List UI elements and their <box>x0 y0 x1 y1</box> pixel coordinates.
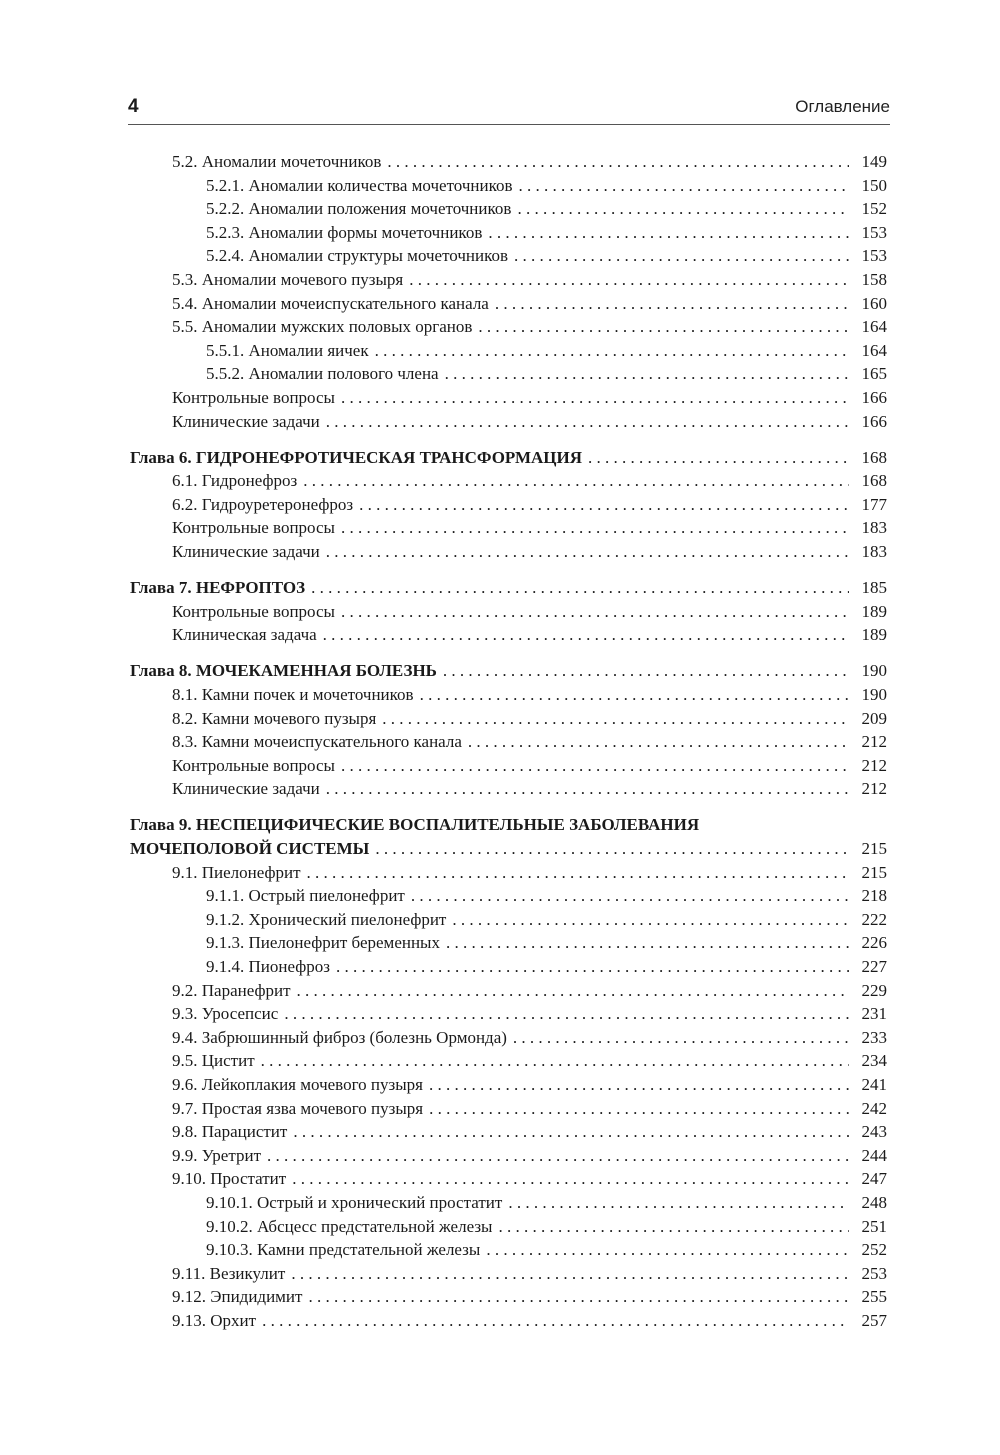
toc-entry-page: 165 <box>861 364 887 384</box>
toc-entry[interactable] <box>130 931 887 955</box>
toc-leader <box>382 707 849 731</box>
toc-entry-title: 9.2. Паранефрит <box>172 980 291 1000</box>
toc-leader <box>486 1238 849 1262</box>
toc-entry-page: 177 <box>861 494 887 514</box>
toc-entry-title: Клинические задачи <box>172 411 320 431</box>
toc-entry[interactable] <box>130 292 887 316</box>
toc-leader <box>443 659 849 683</box>
toc-entry-title: 5.2.2. Аномалии положения мочеточников <box>206 199 512 219</box>
toc-entry-title: 9.10.1. Острый и хронический простатит <box>206 1192 503 1212</box>
toc-entry-title: 9.6. Лейкоплакия мочевого пузыря <box>172 1074 423 1094</box>
toc-entry-title: 9.4. Забрюшинный фиброз (болезнь Ормонда) <box>172 1027 507 1047</box>
toc-entry-page: 183 <box>861 518 887 538</box>
toc-leader <box>517 197 849 221</box>
toc-entry[interactable] <box>130 979 887 1003</box>
toc-chapter-6[interactable] <box>130 446 887 470</box>
toc-entry[interactable] <box>130 315 887 339</box>
toc-entry-title: 6.2. Гидроуретеронефроз <box>172 494 354 514</box>
toc-entry-title: 5.5. Аномалии мужских половых органов <box>172 317 473 337</box>
toc-leader <box>446 931 849 955</box>
toc-entry-page: 229 <box>861 980 887 1000</box>
toc-entry-page: 189 <box>861 625 887 645</box>
toc-entry-title: Контрольные вопросы <box>172 518 335 538</box>
toc-entry-page: 248 <box>861 1192 887 1212</box>
toc-entry[interactable] <box>130 1191 887 1215</box>
toc-entry[interactable] <box>130 244 887 268</box>
toc-entry[interactable] <box>130 516 887 540</box>
toc-entry-title: Контрольные вопросы <box>172 755 335 775</box>
toc-leader <box>445 362 849 386</box>
toc-entry-page: 160 <box>861 293 887 313</box>
toc-entry-title: Клинические задачи <box>172 542 320 561</box>
toc-leader <box>375 837 849 861</box>
toc-entry-page: 158 <box>861 269 887 289</box>
toc-entry-title: 9.9. Уретрит <box>172 1145 262 1165</box>
toc-entry-title: Клинические задачи <box>172 779 320 799</box>
toc-leader <box>292 1167 849 1191</box>
toc-chapter-page: 190 <box>861 661 887 681</box>
toc-entry-title: 5.5.1. Аномалии яичек <box>206 340 369 360</box>
toc-entry-title: 5.2.3. Аномалии формы мочеточников <box>206 222 483 242</box>
toc-entry-title: 8.2. Камни мочевого пузыря <box>172 708 377 728</box>
toc-entry[interactable] <box>130 1262 887 1286</box>
toc-entry-page: 152 <box>861 199 887 219</box>
toc-entry-title: 9.12. Эпидидимит <box>172 1287 303 1307</box>
toc-entry[interactable] <box>130 908 887 932</box>
toc-entry-title: 8.1. Камни почек и мочеточников <box>172 684 414 704</box>
toc-leader <box>261 1049 849 1073</box>
toc-entry-title: 5.5.2. Аномалии полового члена <box>206 364 439 384</box>
toc-entry-page: 212 <box>861 779 887 799</box>
toc-entry-page: 247 <box>861 1169 887 1189</box>
toc-entry-page: 209 <box>861 708 887 728</box>
toc-entry-title: Контрольные вопросы <box>172 601 335 621</box>
toc-entry-page: 166 <box>861 387 887 407</box>
toc-leader <box>411 884 849 908</box>
toc-entry-title: 9.7. Простая язва мочевого пузыря <box>172 1098 424 1118</box>
toc-entry-page: 212 <box>861 732 887 752</box>
toc-entry[interactable] <box>130 730 887 754</box>
toc-entry-page: 252 <box>861 1240 887 1260</box>
table-of-contents <box>130 150 887 1333</box>
toc-entry[interactable] <box>130 1215 887 1239</box>
toc-chapter-title: Глава 6. ГИДРОНЕФРОТИЧЕСКАЯ ТРАНСФОРМАЦИЯ <box>130 447 583 467</box>
toc-chapter-title: Глава 7. НЕФРОПТОЗ <box>130 578 306 598</box>
toc-entry[interactable] <box>130 410 887 434</box>
toc-entry-title: 9.8. Парацистит <box>172 1122 288 1142</box>
toc-leader <box>495 292 849 316</box>
toc-chapter-page: 215 <box>861 839 887 859</box>
page-number: 4 <box>128 96 139 117</box>
toc-entry[interactable] <box>130 1167 887 1191</box>
toc-leader <box>326 540 849 564</box>
toc-entry-page: 153 <box>861 222 887 242</box>
toc-entry-page: 183 <box>861 542 887 561</box>
toc-entry-title: 9.1. Пиелонефрит <box>172 862 301 882</box>
toc-entry-page: 231 <box>861 1004 887 1024</box>
toc-leader <box>336 955 849 979</box>
toc-entry[interactable] <box>130 623 887 647</box>
toc-leader <box>508 1191 849 1215</box>
toc-leader <box>303 469 849 493</box>
toc-entry-page: 215 <box>861 862 887 882</box>
toc-chapter-page: 168 <box>861 447 887 467</box>
toc-leader <box>359 493 849 517</box>
toc-entry-title: 8.3. Камни мочеиспускательного канала <box>172 732 462 752</box>
toc-entry-page: 164 <box>861 317 887 337</box>
toc-entry-title: 6.1. Гидронефроз <box>172 471 298 491</box>
running-title: Оглавление <box>795 97 890 116</box>
toc-leader <box>308 1285 849 1309</box>
toc-leader <box>519 174 849 198</box>
toc-entry-title: Клиническая задача <box>172 625 317 645</box>
toc-entry[interactable] <box>130 683 887 707</box>
toc-leader <box>514 244 849 268</box>
toc-chapter-title: Глава 8. МОЧЕКАМЕННАЯ БОЛЕЗНЬ <box>130 661 437 681</box>
toc-leader <box>262 1309 849 1333</box>
toc-entry-title: 9.3. Уросепсис <box>172 1004 279 1024</box>
toc-leader <box>311 576 849 600</box>
toc-entry-page: 242 <box>861 1098 887 1118</box>
toc-entry-title: 5.2. Аномалии мочеточников <box>172 152 382 171</box>
toc-entry[interactable] <box>130 1309 887 1333</box>
toc-entry[interactable] <box>130 221 887 245</box>
toc-leader <box>326 777 849 801</box>
toc-entry[interactable] <box>130 861 887 885</box>
toc-leader <box>488 221 849 245</box>
toc-leader <box>429 1097 849 1121</box>
toc-chapter-9-title-line1: Глава 9. НЕСПЕЦИФИЧЕСКИЕ ВОСПАЛИТЕЛЬНЫЕ ЗАБОЛЕВАНИЯ <box>130 815 700 835</box>
toc-leader <box>498 1215 849 1239</box>
toc-entry[interactable] <box>130 469 887 493</box>
toc-leader <box>267 1144 849 1168</box>
toc-entry[interactable] <box>130 1238 887 1262</box>
toc-entry-title: 5.3. Аномалии мочевого пузыря <box>172 269 404 289</box>
toc-entry[interactable] <box>130 362 887 386</box>
toc-entry-title: 9.1.4. Пионефроз <box>206 957 330 976</box>
toc-entry-page: 234 <box>861 1051 887 1071</box>
toc-entry-page: 251 <box>861 1216 887 1236</box>
toc-entry-title: 9.10.2. Абсцесс предстательной железы <box>206 1216 493 1236</box>
toc-entry-title: 9.13. Орхит <box>172 1310 257 1330</box>
toc-chapter-8[interactable] <box>130 659 887 683</box>
toc-entry-page: 166 <box>861 411 887 431</box>
toc-entry-title: 5.2.4. Аномалии структуры мочеточников <box>206 246 509 266</box>
toc-leader <box>291 1262 849 1286</box>
toc-leader <box>387 150 849 174</box>
toc-entry-title: 9.5. Цистит <box>172 1051 255 1071</box>
toc-leader <box>323 623 849 647</box>
toc-entry-page: 227 <box>861 957 887 976</box>
toc-entry-page: 189 <box>861 601 887 621</box>
toc-entry[interactable] <box>130 1002 887 1026</box>
toc-entry-page: 244 <box>861 1145 887 1165</box>
toc-entry[interactable] <box>130 707 887 731</box>
toc-entry[interactable] <box>130 955 887 979</box>
toc-entry[interactable] <box>130 197 887 221</box>
toc-leader <box>375 339 849 363</box>
toc-entry[interactable] <box>130 540 887 564</box>
toc-leader <box>513 1026 849 1050</box>
toc-leader <box>341 386 849 410</box>
toc-leader <box>326 410 849 434</box>
toc-chapter-9[interactable] <box>130 837 887 861</box>
toc-entry-page: 253 <box>861 1263 887 1283</box>
toc-entry-title: 9.11. Везикулит <box>172 1263 286 1283</box>
toc-leader <box>468 730 849 754</box>
toc-entry[interactable] <box>130 777 887 801</box>
toc-chapter-page: 185 <box>861 578 887 598</box>
toc-entry[interactable] <box>130 1073 887 1097</box>
toc-leader <box>297 979 849 1003</box>
toc-entry[interactable] <box>130 754 887 778</box>
toc-entry[interactable] <box>130 1120 887 1144</box>
toc-leader <box>409 268 849 292</box>
toc-entry-title: 5.4. Аномалии мочеиспускательного канала <box>172 293 489 313</box>
toc-leader <box>478 315 849 339</box>
toc-entry[interactable] <box>130 600 887 624</box>
toc-entry[interactable] <box>130 386 887 410</box>
toc-entry[interactable] <box>130 339 887 363</box>
toc-entry-page: 255 <box>861 1287 887 1307</box>
toc-entry[interactable] <box>130 1049 887 1073</box>
toc-leader <box>341 754 849 778</box>
toc-entry[interactable] <box>130 174 887 198</box>
toc-entry-page: 190 <box>861 684 887 704</box>
toc-entry[interactable] <box>130 1285 887 1309</box>
toc-entry-title: 5.2.1. Аномалии количества мочеточников <box>206 175 513 195</box>
toc-entry-page: 243 <box>861 1122 887 1142</box>
toc-chapter-title: МОЧЕПОЛОВОЙ СИСТЕМЫ <box>130 839 370 859</box>
toc-entry-page: 257 <box>861 1310 887 1330</box>
toc-entry-page: 226 <box>861 933 887 953</box>
toc-entry-title: 9.1.1. Острый пиелонефрит <box>206 886 405 906</box>
toc-entry[interactable] <box>130 1026 887 1050</box>
toc-entry-page: 164 <box>861 340 887 360</box>
toc-leader <box>429 1073 849 1097</box>
toc-entry-title: 9.1.2. Хронический пиелонефрит <box>206 909 447 929</box>
toc-entry-page: 241 <box>861 1074 887 1094</box>
toc-leader <box>307 861 849 885</box>
toc-entry-page: 168 <box>861 471 887 491</box>
toc-entry-title: Контрольные вопросы <box>172 387 335 407</box>
toc-leader <box>452 908 849 932</box>
toc-chapter-7[interactable] <box>130 576 887 600</box>
toc-entry[interactable] <box>130 493 887 517</box>
toc-entry-page: 233 <box>861 1027 887 1047</box>
toc-entry-page: 150 <box>861 175 887 195</box>
toc-entry-page: 149 <box>861 152 887 171</box>
toc-entry[interactable] <box>130 150 887 174</box>
toc-entry[interactable] <box>130 1097 887 1121</box>
toc-leader <box>293 1120 849 1144</box>
header-rule <box>128 124 890 125</box>
toc-entry[interactable] <box>130 268 887 292</box>
toc-entry-title: 9.10.3. Камни предстательной железы <box>206 1240 481 1260</box>
toc-entry-page: 212 <box>861 755 887 775</box>
toc-leader <box>588 446 849 470</box>
toc-entry[interactable] <box>130 1144 887 1168</box>
toc-entry-page: 153 <box>861 246 887 266</box>
toc-leader <box>341 516 849 540</box>
toc-entry-title: 9.1.3. Пиелонефрит беременных <box>206 933 440 953</box>
toc-entry-page: 218 <box>861 886 887 906</box>
toc-leader <box>420 683 849 707</box>
toc-leader <box>341 600 849 624</box>
toc-entry[interactable] <box>130 884 887 908</box>
toc-entry-title: 9.10. Простатит <box>172 1169 287 1189</box>
toc-leader <box>284 1002 849 1026</box>
toc-entry-page: 222 <box>861 909 887 929</box>
